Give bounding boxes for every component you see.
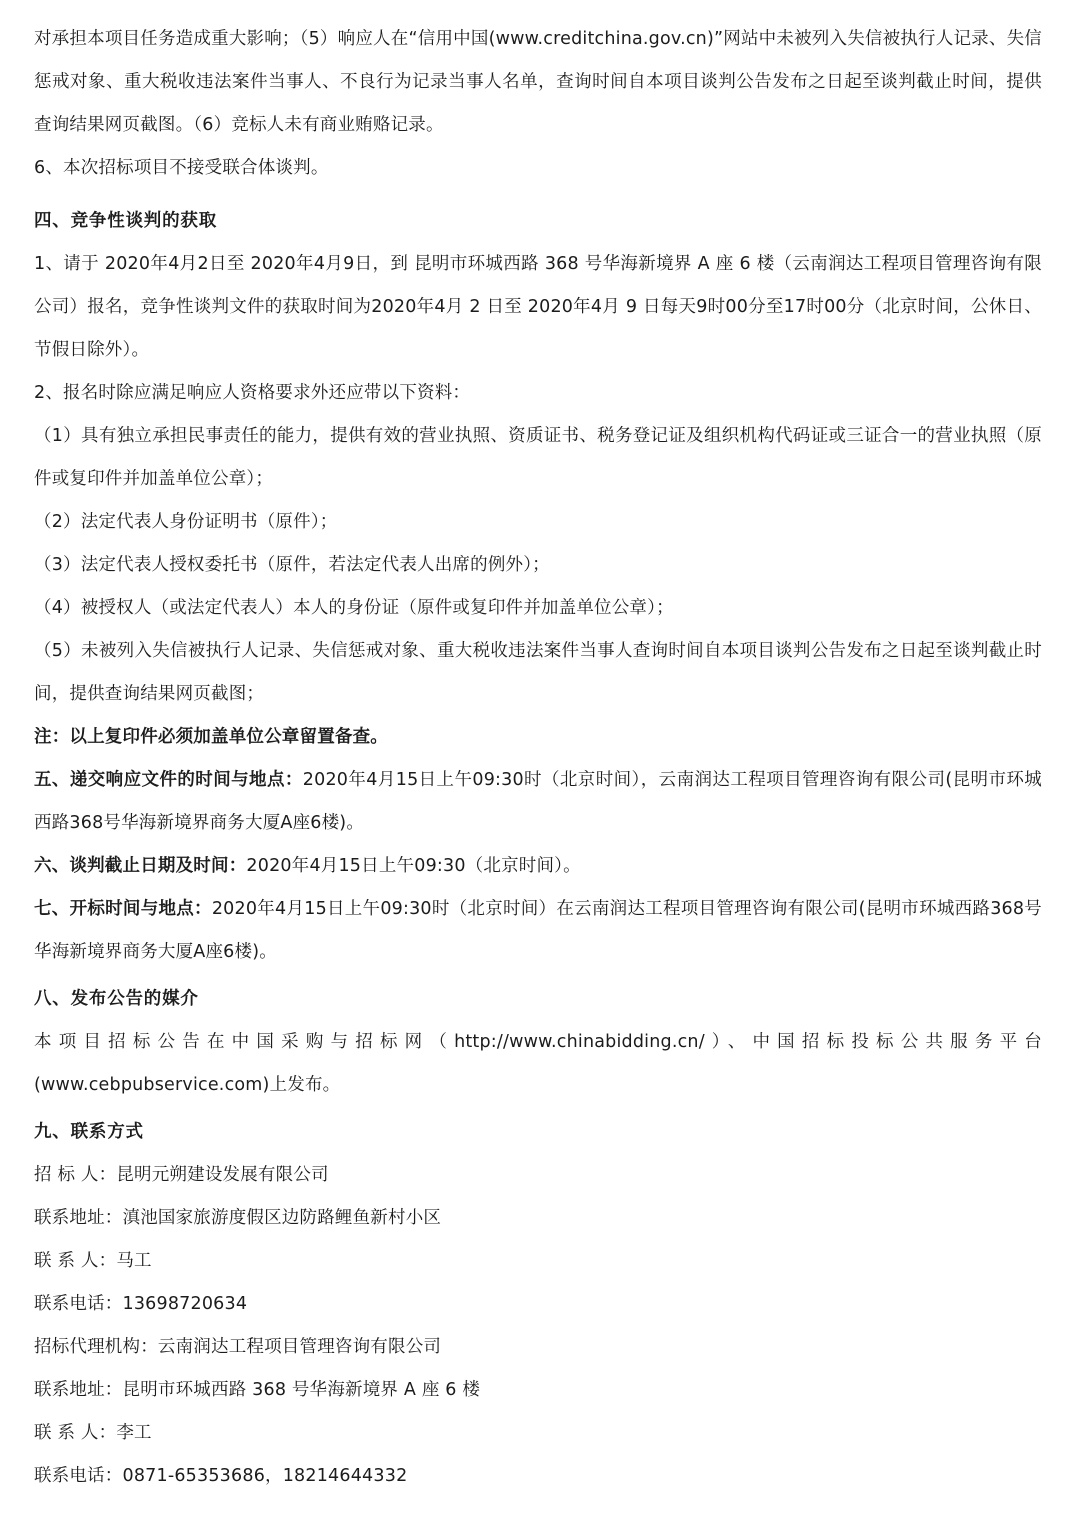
contact-value: 0871-65353686，18214644332 — [122, 1466, 408, 1486]
section-five-text: 2020年4月15日上午09:30时（北京时间），云南润达工程项目管理咨询有限公司(昆明市环城西路368号华海新境界商务大厦A座6楼)。 — [34, 770, 1042, 833]
contact-label: 联 系 人： — [34, 1251, 117, 1271]
contact-label: 联系电话： — [34, 1294, 123, 1314]
contact-label: 联系地址： — [34, 1380, 123, 1400]
section-heading-nine: 九、联系方式 — [34, 1122, 144, 1142]
section-four-item-2: 2、报名时除应满足响应人资格要求外还应带以下资料： — [34, 383, 471, 403]
section-four-material-1: （1）具有独立承担民事责任的能力，提供有效的营业执照、资质证书、税务登记证及组织机构代码证或三证合一的营业执照（原件或复印件并加盖单位公章）； — [34, 426, 1042, 489]
contact-row-tenderer — [34, 1154, 1042, 1197]
contact-row-tenderer-phone — [34, 1283, 1042, 1326]
section-seven-text: 2020年4月15日上午09:30时（北京时间）在云南润达工程项目管理咨询有限公司(昆明市环城西路368号华海新境界商务大厦A座6楼)。 — [34, 899, 1042, 962]
section-heading-four: 四、竞争性谈判的获取 — [34, 211, 217, 231]
section-six-lead: 六、谈判截止日期及时间： — [34, 856, 247, 876]
contact-value: 13698720634 — [122, 1294, 248, 1314]
contact-row-tenderer-address — [34, 1197, 1042, 1240]
section-heading-eight: 八、发布公告的媒介 — [34, 989, 199, 1009]
section-seven-lead: 七、开标时间与地点： — [34, 899, 212, 919]
contact-value: 滇池国家旅游度假区边防路鲤鱼新村小区 — [122, 1208, 442, 1228]
contact-label: 招 标 人： — [34, 1165, 117, 1185]
section-five — [34, 759, 1042, 845]
contact-label: 联系电话： — [34, 1466, 123, 1486]
section-four-material-4: （4）被授权人（或法定代表人）本人的身份证（原件或复印件并加盖单位公章）； — [34, 598, 674, 618]
section-four-material-5: （5）未被列入失信被执行人记录、失信惩戒对象、重大税收违法案件当事人查询时间自本项目谈判公告发布之日起至谈判截止时间，提供查询结果网页截图； — [34, 641, 1042, 704]
document-body — [34, 18, 1042, 1498]
section-four-note: 注：以上复印件必须加盖单位公章留置备查。 — [34, 727, 388, 747]
contact-value: 云南润达工程项目管理咨询有限公司 — [157, 1337, 442, 1357]
contact-label: 联 系 人： — [34, 1423, 117, 1443]
contact-label: 联系地址： — [34, 1208, 123, 1228]
section-six-text: 2020年4月15日上午09:30（北京时间）。 — [246, 856, 581, 876]
contact-value: 昆明元朔建设发展有限公司 — [116, 1165, 329, 1185]
section-four-material-3: （3）法定代表人授权委托书（原件，若法定代表人出席的例外）； — [34, 555, 550, 575]
section-six — [34, 845, 1042, 888]
section-four-item-1: 1、请于 2020年4月2日至 2020年4月9日，到 昆明市环城西路 368 号华海新境界 A 座 6 楼（云南润达工程项目管理咨询有限公司）报名，竞争性谈判文件的获取时间为2020年4月 2 日至 2020年4月 9 日每天9时00分至17时00分（北京时间，公休日、节假日除外）。 — [34, 254, 1042, 360]
paragraph-qualification-continued: 对承担本项目任务造成重大影响；（5）响应人在“信用中国(www.creditchina.gov.cn)”网站中未被列入失信被执行人记录、失信惩戒对象、重大税收违法案件当事人、不良行为记录当事人名单，查询时间自本项目谈判公告发布之日起至谈判截止时间，提供查询结果网页截图。（6）竞标人未有商业贿赂记录。 — [34, 29, 1042, 135]
section-eight-text: 本项目招标公告在中国采购与招标网（http://www.chinabidding.cn/）、中国招标投标公共服务平台(www.cebpubservice.com)上发布。 — [34, 1032, 1042, 1095]
section-five-lead: 五、递交响应文件的时间与地点： — [34, 770, 303, 790]
contact-row-agency-phone — [34, 1455, 1042, 1498]
contact-row-agency — [34, 1326, 1042, 1369]
contact-value: 李工 — [116, 1423, 152, 1443]
contact-row-agency-address — [34, 1369, 1042, 1412]
contact-value: 马工 — [116, 1251, 152, 1271]
contact-value: 昆明市环城西路 368 号华海新境界 A 座 6 楼 — [122, 1380, 481, 1400]
section-seven — [34, 888, 1042, 974]
paragraph-no-consortium: 6、本次招标项目不接受联合体谈判。 — [34, 158, 329, 178]
contact-row-tenderer-person — [34, 1240, 1042, 1283]
section-four-material-2: （2）法定代表人身份证明书（原件）； — [34, 512, 338, 532]
contact-row-agency-person — [34, 1412, 1042, 1455]
contact-label: 招标代理机构： — [34, 1337, 158, 1357]
